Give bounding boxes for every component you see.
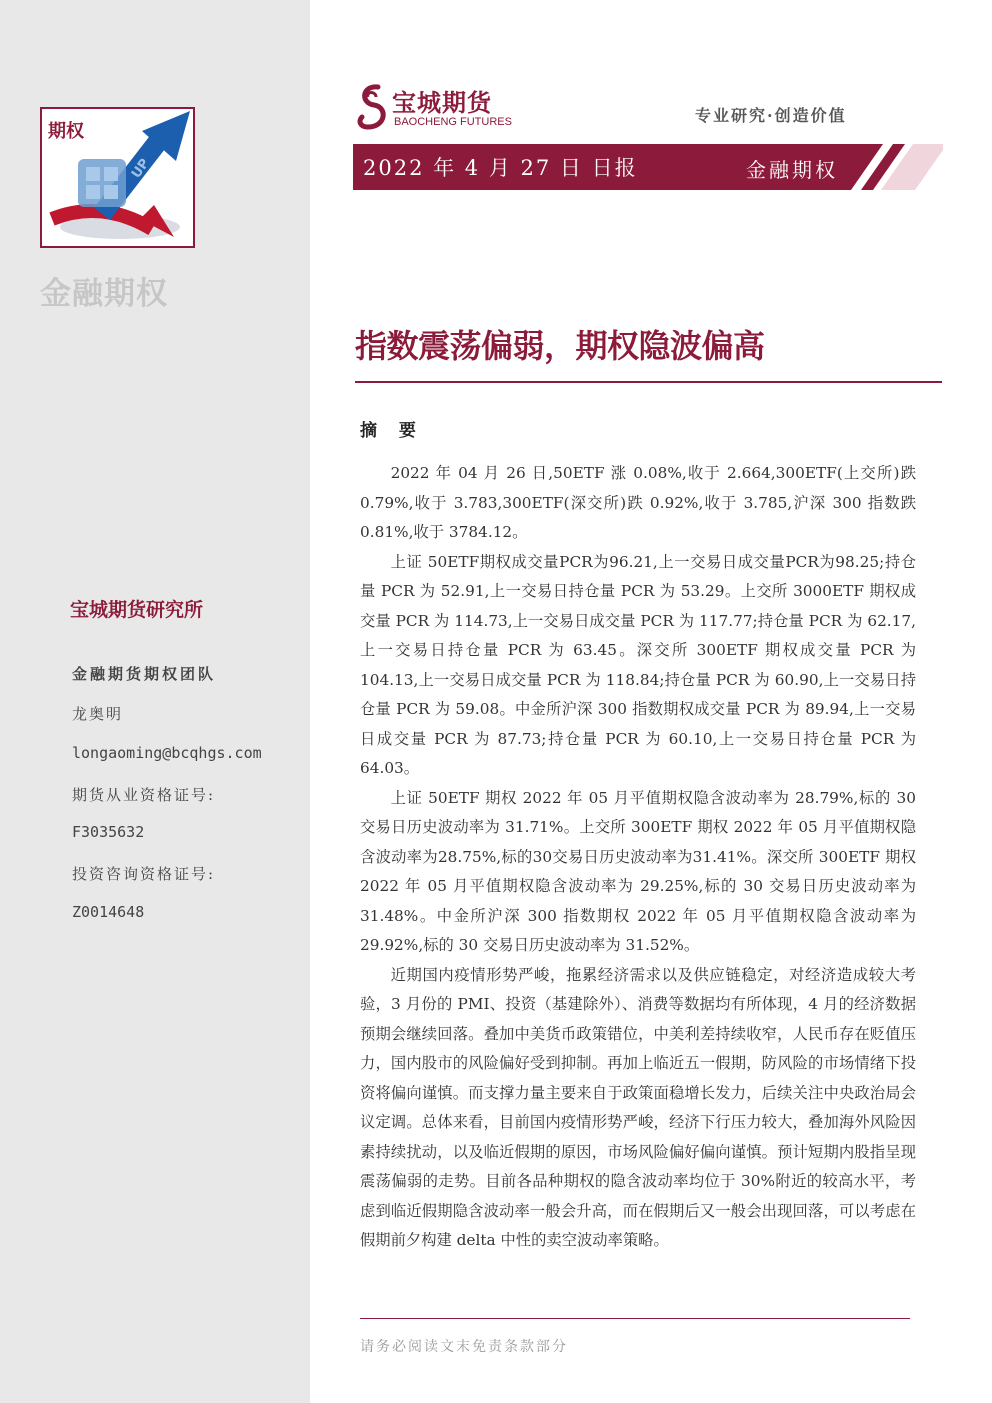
team-name: 金融期货期权团队 [72,665,217,683]
headline-divider [355,381,942,383]
institute-name: 宝城期货研究所 [70,599,204,621]
sidebar-title: 金融期权 [40,276,168,312]
logo-chinese-name: 宝城期货 [392,89,492,117]
cover-image [40,107,195,248]
report-headline: 指数震荡偏弱，期权隐波偏高 [355,327,765,365]
slogan: 专业研究·创造价值 [695,106,847,125]
analyst-name: 龙奥明 [72,705,124,723]
report-date: 2022 年 4 月 27 日 日报 [363,156,638,180]
abstract-title: 摘 要 [360,421,424,441]
svg-text:UP: UP [128,156,153,182]
license-label: 期货从业资格证号: [72,786,216,804]
disclaimer-note: 请务必阅读文末免责条款部分 [360,1339,568,1355]
paragraph: 上证 50ETF 期权 2022 年 05 月平值期权隐含波动率为 28.79%,标的 30 交易日历史波动率为 31.71%。上交所 300ETF 期权 2022 年 05 月平值期权隐含波动率为28.75%,标的30交易日历史波动率为31.41%。深交所 300ETF 期权 2022 年 05 月平值期权隐含波动率为 29.25%,标的 30 交易日历史波动率为 31.48%。中金所沪深 300 指数期权 2022 年 05 月平值期权隐含波动率为 29.92%,标的 30 交易日历史波动率为 31.52%。 [360,788,916,954]
logo-english-name: BAOCHENG FUTURES [394,116,512,128]
sidebar [0,0,310,1403]
footer-divider [360,1318,910,1319]
consult-label: 投资咨询资格证号: [72,865,216,883]
license-value: F3035632 [72,823,145,841]
paragraph: 上证 50ETF期权成交量PCR为96.21,上一交易日成交量PCR为98.25;持仓量 PCR 为 52.91,上一交易日持仓量 PCR 为 53.29。上交所 3000ETF 期权成交量 PCR 为 114.73,上一交易日成交量 PCR 为 117.77;持仓量 PCR 为 62.17,上一交易日持仓量 PCR 为 63.45。深交所 300ETF 期权成交量 PCR 为 104.13,上一交易日成交量 PCR 为 118.84;持仓量 PCR 为 60.90,上一交易日持仓量 PCR 为 59.08。中金所沪深 300 指数期权成交量 PCR 为 89.94,上一交易日成交量 PCR 为 87.73;持仓量 PCR 为 60.10,上一交易日持仓量 PCR 为 64.03。 [360,552,916,777]
analyst-email[interactable]: longaoming@bcqhgs.com [72,744,262,762]
report-section: 金融期权 [746,158,838,182]
company-logo [356,83,526,131]
logo-mark-icon [356,83,390,131]
paragraph: 近期国内疫情形势严峻，拖累经济需求以及供应链稳定，对经济造成较大考验，3 月份的 PMI、投资（基建除外）、消费等数据均有所体现，4 月的经济数据预期会继续回落。叠加中美货币政策错位，中美利差持续收窄，人民币存在贬值压力，国内股市的风险偏好受到抑制。再加上临近五一假期，防风险的市场情绪下投资将偏向谨慎。而支撑力量主要来自于政策面稳增长发力，后续关注中央政治局会议定调。总体来看，目前国内疫情形势严峻，经济下行压力较大，叠加海外风险因素持续扰动，以及临近假期的原因，市场风险偏好偏向谨慎。预计短期内股指呈现震荡偏弱的走势。目前各品种期权的隐含波动率均位于 30%附近的较高水平，考虑到临近假期隐含波动率一般会升高，而在假期后又一般会出现回落，可以考虑在假期前夕构建 delta 中性的卖空波动率策略。 [360,965,916,1249]
abstract-body [360,459,916,1256]
cover-tag: 期权 [48,121,84,142]
paragraph: 2022 年 04 月 26 日,50ETF 涨 0.08%,收于 2.664,300ETF(上交所)跌 0.79%,收于 3.783,300ETF(深交所)跌 0.92%,收于 3.785,沪深 300 指数跌 0.81%,收于 3784.12。 [360,464,916,541]
consult-value: Z0014648 [72,903,145,921]
